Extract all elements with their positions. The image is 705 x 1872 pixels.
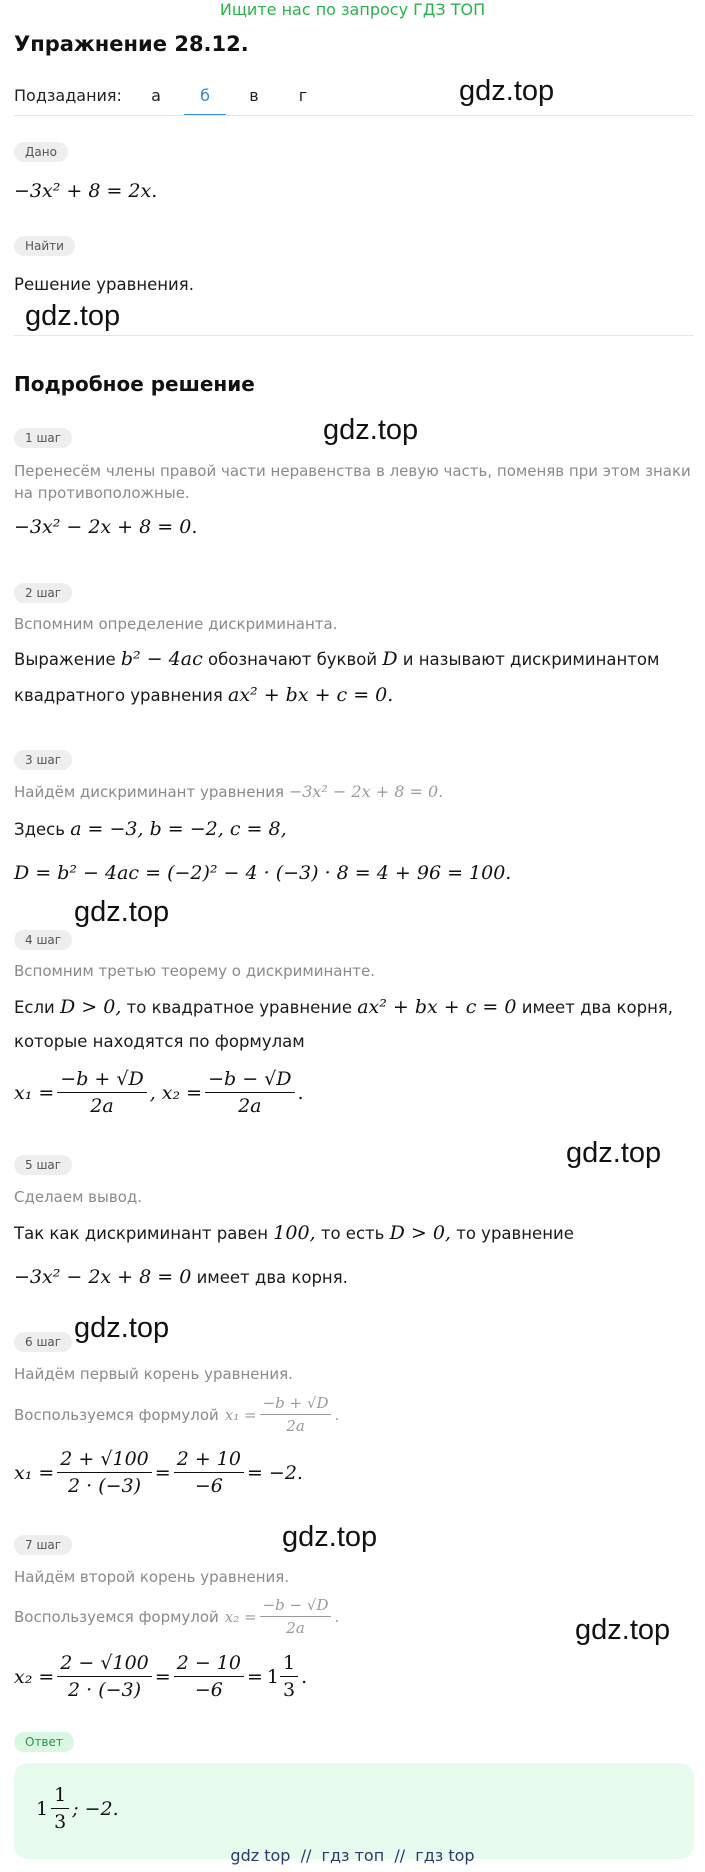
step-badge: 5 шаг: [14, 1155, 72, 1175]
watermark: gdz.top: [323, 414, 419, 446]
numerator: 1: [280, 1652, 298, 1677]
given-equation: −3x² + 8 = 2x.: [14, 180, 158, 202]
numerator: −b − √D: [260, 1596, 332, 1617]
answer-badge: Ответ: [14, 1732, 74, 1752]
find-badge: Найти: [14, 236, 75, 256]
step-text: [14, 818, 287, 840]
watermark: gdz.top: [25, 300, 121, 332]
fraction: [260, 1596, 332, 1637]
tab-g[interactable]: г: [298, 86, 308, 105]
math-fragment: x₁ =: [224, 1405, 257, 1424]
watermark: gdz.top: [566, 1137, 662, 1169]
numerator: −b + √D: [260, 1394, 332, 1415]
watermark: gdz.top: [459, 75, 555, 107]
denominator: −6: [194, 1679, 223, 1701]
step-text: которые находятся по формулам: [14, 1032, 305, 1051]
fraction: [260, 1394, 332, 1435]
math-fragment: 1: [266, 1665, 279, 1688]
denominator: −6: [194, 1475, 223, 1497]
math-fragment: x₂ =: [14, 1665, 55, 1688]
text-fragment: то есть: [320, 1224, 385, 1243]
step-note: Воспользуемся формулой x₂ = $\frac{-b - √D}{2a}$ .: [14, 1596, 340, 1637]
denominator: 2a: [286, 1417, 305, 1435]
text-fragment: то квадратное уравнение: [126, 998, 352, 1017]
math-fragment: 100,: [273, 1222, 316, 1244]
find-text: Решение уравнения.: [14, 275, 194, 294]
math-fragment: 1: [36, 1797, 49, 1820]
text-fragment: Если: [14, 998, 55, 1017]
second-root-calc: x₂ = $\frac{2 - √100}{2 \cdot (-3)}$ = $\frac{2 - 10}{-6}$ = 1 $\frac{1}{3}$ .: [14, 1652, 308, 1701]
text-fragment: то уравнение: [456, 1224, 574, 1243]
fraction: [51, 1784, 69, 1833]
math-fragment: b² − 4ac: [120, 648, 203, 670]
text-fragment: Воспользуемся формулой: [14, 1405, 219, 1424]
denominator: 3: [54, 1811, 67, 1833]
step-note: Перенесём члены правой части неравенства в левую часть, поменяв при этом знаки на противоположные.: [14, 462, 691, 502]
step-note: Вспомним третью теорему о дискриминанте.: [14, 962, 376, 980]
step-badge: 3 шаг: [14, 750, 72, 770]
numerator: 1: [51, 1784, 69, 1809]
numerator: 2 + 10: [174, 1448, 244, 1473]
denominator: 2a: [286, 1619, 305, 1637]
step-text: [14, 996, 673, 1018]
math-fragment: ; −2.: [72, 1797, 119, 1820]
given-badge: Дано: [14, 142, 68, 162]
watermark: gdz.top: [74, 1312, 170, 1344]
fraction: [280, 1652, 298, 1701]
step-badge: 6 шаг: [14, 1332, 72, 1352]
solution-heading: Подробное решение: [14, 372, 255, 396]
fraction: [57, 1448, 151, 1497]
formula-roots: x₁ = $\frac{-b + √D}{2a}$ , x₂ = $\frac{-b - √D}{2a}$ .: [14, 1068, 304, 1117]
fraction: [57, 1068, 146, 1117]
step-note: Сделаем вывод.: [14, 1188, 143, 1206]
math-fragment: D > 0,: [389, 1222, 451, 1244]
text-fragment: Здесь: [14, 820, 65, 839]
numerator: −b + √D: [57, 1068, 146, 1093]
math-fragment: D > 0,: [60, 996, 122, 1018]
denominator: 2a: [238, 1095, 262, 1117]
fraction: [205, 1068, 294, 1117]
text-fragment: Воспользуемся формулой: [14, 1607, 219, 1626]
math-fragment: −3x² − 2x + 8 = 0: [14, 1266, 192, 1288]
step-note: Найдём второй корень уравнения.: [14, 1568, 290, 1586]
numerator: −b − √D: [205, 1068, 294, 1093]
math-fragment: ax² + bx + c = 0.: [228, 684, 394, 706]
numerator: 2 + √100: [57, 1448, 151, 1473]
math-fragment: = −2.: [246, 1461, 303, 1484]
text-fragment: Выражение: [14, 650, 116, 669]
watermark: gdz.top: [575, 1614, 671, 1646]
fraction: [174, 1652, 244, 1701]
denominator: 2a: [90, 1095, 114, 1117]
math-fragment: x₁ =: [14, 1081, 55, 1104]
divider: [14, 115, 694, 116]
step-note: Вспомним определение дискриминанта.: [14, 615, 338, 633]
denominator: 2 · (−3): [68, 1475, 142, 1497]
step-math: D = b² − 4ac = (−2)² − 4 · (−3) · 8 = 4 + 96 = 100.: [14, 862, 512, 884]
math-fragment: ax² + bx + c = 0: [357, 996, 517, 1018]
step-badge: 2 шаг: [14, 583, 72, 603]
first-root-calc: x₁ = $\frac{2 + √100}{2 \cdot (-3)}$ = $\frac{2 + 10}{-6}$ = −2.: [14, 1448, 303, 1497]
math-fragment: , x₂ =: [149, 1081, 203, 1104]
step-text: [14, 1222, 574, 1244]
numerator: 2 − 10: [174, 1652, 244, 1677]
watermark: gdz.top: [282, 1521, 378, 1553]
divider: [14, 335, 694, 336]
step-badge: 1 шаг: [14, 428, 72, 448]
step-text: [14, 684, 393, 706]
text-fragment: квадратного уравнения: [14, 686, 223, 705]
subtasks-label: Подзадания:: [14, 86, 122, 105]
math-fragment: x₁ =: [14, 1461, 55, 1484]
step-math: −3x² − 2x + 8 = 0.: [14, 516, 198, 538]
text-fragment: Найдём дискриминант уравнения: [14, 783, 285, 801]
answer-value: [36, 1784, 119, 1833]
numerator: 2 − √100: [57, 1652, 151, 1677]
watermark: gdz.top: [74, 896, 170, 928]
step-note: Воспользуемся формулой x₁ = $\frac{-b + √D}{2a}$ .: [14, 1394, 340, 1435]
step-note: [14, 782, 443, 801]
text-fragment: и называют дискриминантом: [402, 650, 660, 669]
step-badge: 7 шаг: [14, 1535, 72, 1555]
tab-b[interactable]: б: [200, 86, 210, 105]
step-text: [14, 648, 659, 670]
step-note: Найдём первый корень уравнения.: [14, 1365, 293, 1383]
step-badge: 4 шаг: [14, 930, 72, 950]
denominator: 3: [282, 1679, 296, 1701]
denominator: 2 · (−3): [68, 1679, 142, 1701]
math-fragment: −3x² − 2x + 8 = 0.: [288, 782, 444, 801]
text-fragment: Так как дискриминант равен: [14, 1224, 269, 1243]
step-text: [14, 1266, 348, 1288]
math-fragment: D: [382, 648, 398, 670]
math-fragment: a = −3, b = −2, c = 8,: [70, 818, 287, 840]
footer-links[interactable]: gdz top // гдз топ // гдз top: [230, 1846, 475, 1865]
page-title: Упражнение 28.12.: [14, 32, 249, 56]
tab-v[interactable]: в: [249, 86, 259, 105]
text-fragment: имеет два корня,: [521, 998, 674, 1017]
tab-a[interactable]: а: [151, 86, 161, 105]
fraction: [174, 1448, 244, 1497]
search-banner[interactable]: Ищите нас по запросу ГДЗ ТОП: [219, 0, 486, 19]
fraction: [57, 1652, 151, 1701]
text-fragment: обозначают буквой: [207, 650, 378, 669]
text-fragment: имеет два корня.: [196, 1268, 348, 1287]
